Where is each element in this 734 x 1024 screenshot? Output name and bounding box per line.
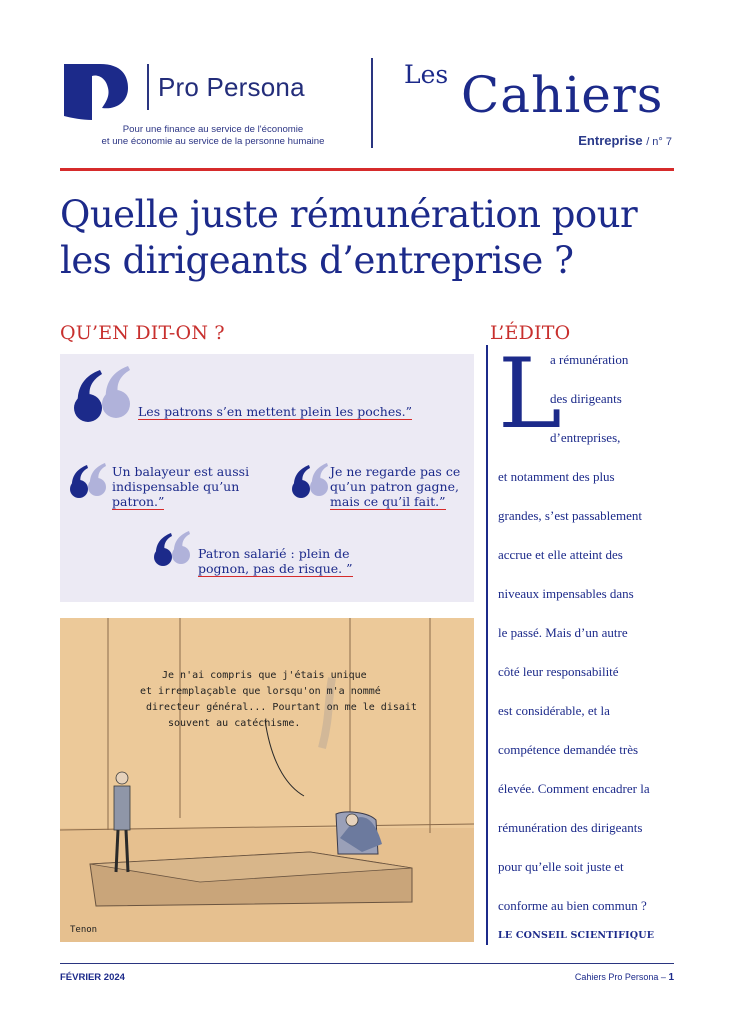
quote-2: [68, 460, 258, 520]
speech-line: souvent au catéchisme.: [168, 718, 301, 729]
brand-separator: [147, 64, 149, 110]
quote-text-line: indispensable qu’un: [112, 479, 240, 494]
footer-publication: [575, 972, 674, 983]
issue-label: [578, 133, 672, 148]
edito-rule: [486, 345, 488, 945]
quote-text-line: qu’un patron gagne,: [330, 479, 459, 494]
footer-date: FÉVRIER 2024: [60, 972, 125, 983]
speech-line: directeur général... Pourtant on me le disait: [146, 702, 417, 713]
quote-text-line: patron.”: [112, 494, 165, 509]
section-heading-edito: L’ÉDITO: [490, 322, 571, 344]
tagline-line: et une économie au service de la personne humaine: [101, 136, 325, 147]
page-number: 1: [668, 972, 674, 983]
edito-line: côté leur responsabilité: [498, 664, 619, 679]
header-rule: [60, 168, 674, 171]
edito-line: et notamment des plus: [498, 469, 615, 484]
edito-line: accrue et elle atteint des: [498, 547, 623, 562]
footer-rule: [60, 963, 674, 964]
edito-line: a rémunération: [550, 352, 629, 367]
edito-line: niveaux impensables dans: [498, 586, 634, 601]
quote-mark-icon: [152, 528, 192, 566]
page-title: [60, 192, 700, 284]
edito-line: élevée. Comment encadrer la: [498, 781, 650, 796]
edito-line: le passé. Mais d’un autre: [498, 625, 628, 640]
series-les: Les: [404, 60, 449, 89]
edito-line: grandes, s’est passablement: [498, 508, 643, 523]
artist-signature: Tenon: [70, 925, 98, 935]
edito-line: compétence demandée très: [498, 742, 639, 757]
quote-mark-icon: [68, 460, 108, 498]
quote-text-line: Je ne regarde pas ce: [330, 464, 461, 479]
issue-category: Entreprise: [578, 133, 643, 148]
edito-body: [498, 350, 682, 935]
edito-signature: LE CONSEIL SCIENTIFIQUE: [498, 930, 655, 941]
quote-1: [68, 362, 468, 432]
quote-text-line: pognon, pas de risque. ”: [198, 561, 353, 576]
quote-text-line: Un balayeur est aussi: [112, 464, 250, 479]
edito-line: conforme au bien commun ?: [498, 898, 647, 913]
brand-name: Pro Persona: [158, 72, 305, 102]
issue-number: / n° 7: [646, 136, 672, 148]
quote-mark-icon: [68, 362, 134, 422]
title-line: Quelle juste rémunération pour: [60, 193, 638, 236]
edito-line: des dirigeants: [550, 391, 622, 406]
cartoon-drawing: [60, 618, 474, 942]
quote-4: [152, 528, 402, 588]
speech-line: Je n'ai compris que j'étais unique: [162, 670, 367, 681]
quote-mark-icon: [290, 460, 330, 498]
quote-text: Les patrons s’en mettent plein les poches.”: [138, 404, 413, 419]
quote-text-line: mais ce qu’il fait.”: [330, 494, 446, 509]
drop-cap: L: [498, 338, 562, 450]
edito-line: est considérable, et la: [498, 703, 610, 718]
quotes-panel: [60, 354, 474, 602]
footer-publication-name: Cahiers Pro Persona –: [574, 972, 666, 982]
quote-text-line: Patron salarié : plein de: [198, 546, 350, 561]
edito-line: pour qu’elle soit juste et: [498, 859, 624, 874]
tagline-line: Pour une finance au service de l'économie: [122, 124, 304, 135]
tagline: [82, 124, 344, 148]
title-line: les dirigeants d’entreprise ?: [60, 239, 574, 282]
section-heading-quotes: QU’EN DIT-ON ?: [60, 322, 225, 344]
header-separator: [371, 58, 373, 148]
pro-persona-logo-icon: [62, 62, 130, 126]
edito-line: rémunération des dirigeants: [498, 820, 643, 835]
edito-line: d’entreprises,: [550, 430, 621, 445]
series-cahiers: Cahiers: [461, 66, 664, 124]
cartoon-illustration: [60, 618, 474, 942]
quote-3: [290, 460, 470, 520]
speech-line: et irremplaçable que lorsqu'on m'a nommé: [140, 686, 381, 697]
